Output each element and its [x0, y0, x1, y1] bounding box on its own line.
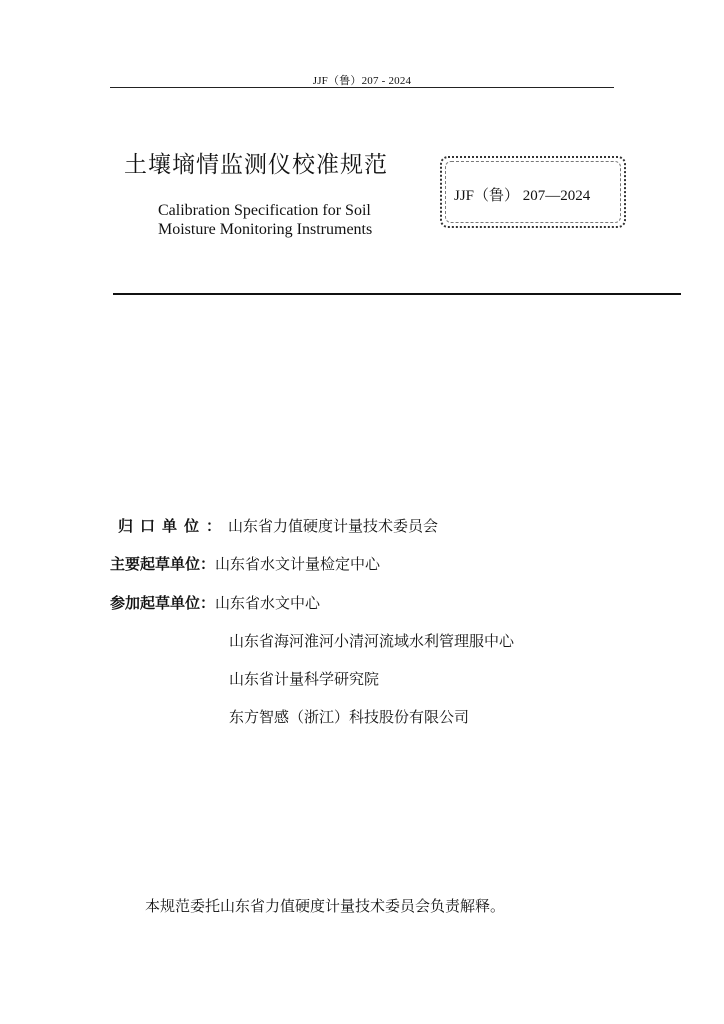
- main-drafter-value: 山东省水文计量检定中心: [215, 555, 381, 573]
- title-english-line2: Moisture Monitoring Instruments: [158, 221, 373, 238]
- centralized-unit-row: [118, 515, 438, 536]
- interpretation-note: 本规范委托山东省力值硬度计量技术委员会负责解释。: [145, 897, 506, 915]
- title-divider: [113, 293, 681, 295]
- title-chinese: 土壤墒情监测仪校准规范: [124, 152, 388, 178]
- centralized-unit-label: 归口单位：: [118, 517, 229, 535]
- main-drafter-row: [110, 553, 380, 574]
- title-english: [158, 201, 372, 239]
- participant-drafter-value-1: 山东省水文中心: [215, 594, 321, 612]
- standard-code-text: JJF（鲁） 207—2024: [454, 188, 591, 204]
- header-divider: [110, 87, 614, 88]
- participant-drafter-value-4: 东方智感（浙江）科技股份有限公司: [229, 708, 470, 726]
- participant-drafter-value-2: 山东省海河淮河小清河流域水利管理服中心: [229, 632, 515, 650]
- header-standard-code: JJF（鲁）207 - 2024: [312, 75, 412, 87]
- centralized-unit-value: 山东省力值硬度计量技术委员会: [228, 517, 439, 535]
- standard-code-box: [440, 156, 626, 228]
- participant-drafter-row: [110, 592, 320, 613]
- main-drafter-label: 主要起草单位：: [110, 555, 216, 573]
- participant-drafter-label: 参加起草单位：: [110, 594, 216, 612]
- participant-drafter-value-3: 山东省计量科学研究院: [229, 670, 380, 688]
- title-english-line1: Calibration Specification for Soil: [158, 202, 371, 219]
